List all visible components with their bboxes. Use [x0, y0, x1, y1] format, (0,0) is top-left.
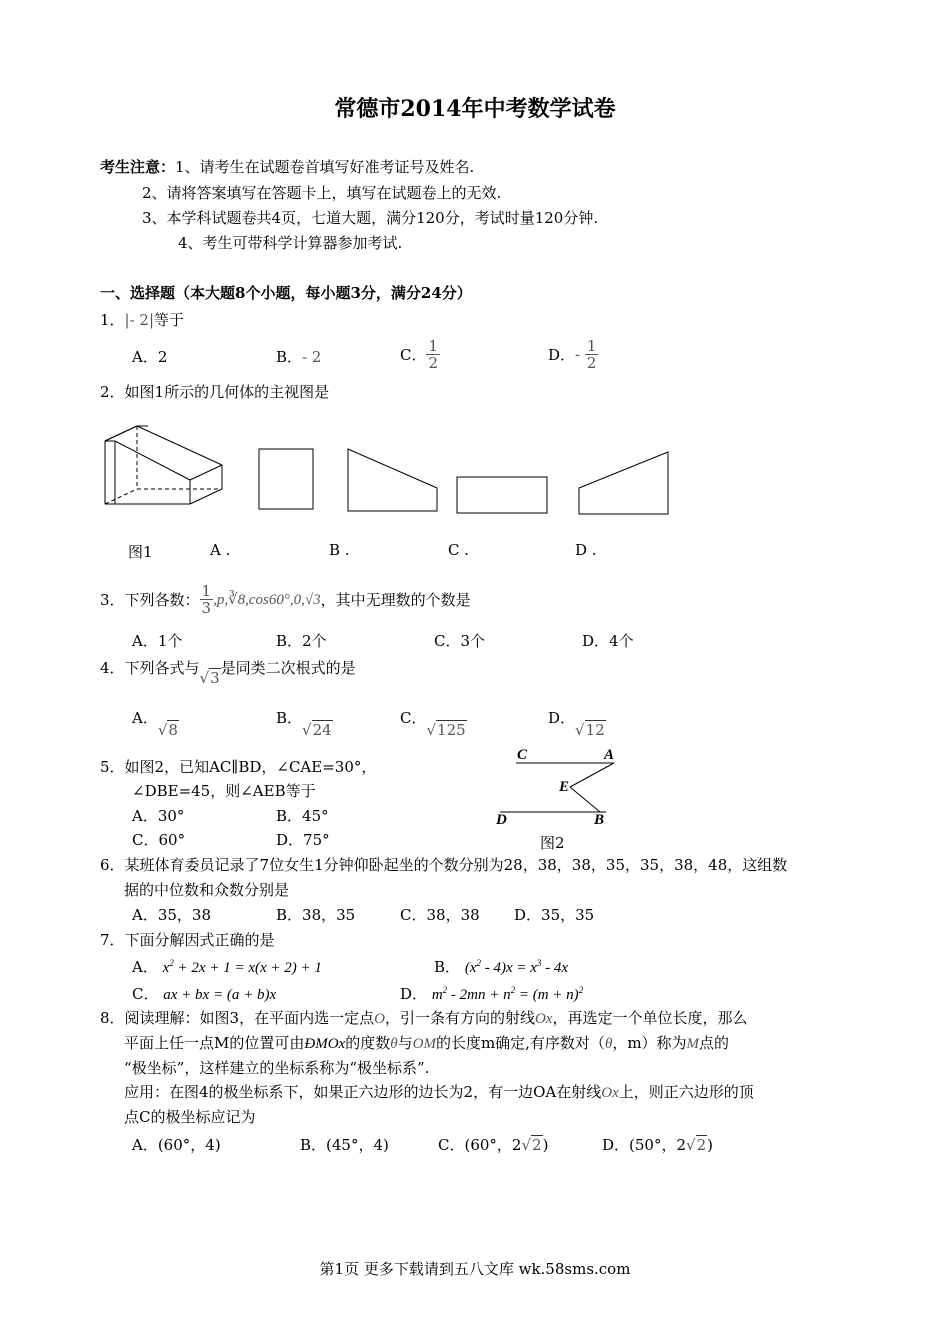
q7-option-a: A． $x^2 + 2x + 1 = x(x + 2) + 1$	[132, 958, 322, 976]
q8-option-d: D．(50°，2√2)	[602, 1136, 713, 1154]
page-title: 常德市2014年中考数学试卷	[334, 96, 616, 122]
fig2-point-b: B	[594, 812, 605, 828]
q3-option-c: C．3个	[434, 632, 486, 650]
q3-option-d: D．4个	[582, 632, 634, 650]
question-6-line-2: 据的中位数和众数分别是	[124, 881, 290, 899]
q1-option-b: B．- 2	[276, 348, 322, 366]
q8-option-a: A．(60°，4)	[132, 1136, 221, 1154]
q2-option-d: D .	[575, 541, 597, 559]
question-2: 2．如图1所示的几何体的主视图是	[100, 383, 330, 401]
question-8-line-5: 点C的极坐标应记为	[124, 1108, 256, 1126]
question-8-line-1: 8．阅读理解：如图3，在平面内选一定点O，引一条有方向的射线Ox，再选定一个单位长度，那么	[100, 1009, 748, 1027]
q8-option-b: B．(45°，4)	[300, 1136, 389, 1154]
q4-option-a: A．√8	[132, 709, 178, 739]
q4-option-c: C．√125	[400, 709, 466, 739]
q7-option-b: B． $(x^2 - 4)x = x^3 - 4x$	[434, 958, 569, 976]
fig2-point-c: C	[517, 747, 528, 763]
q5-option-c: C．60°	[132, 831, 186, 849]
notice-line-3: 3、本学科试题卷共4页，七道大题，满分120分，考试时量120分钟.	[142, 209, 599, 227]
fig2-point-a: A	[604, 747, 615, 763]
question-1: 1．|- 2|等于	[100, 311, 185, 329]
q3-option-b: B．2个	[276, 632, 327, 650]
q2-figures	[100, 420, 680, 520]
q4-option-b: B．√24	[276, 709, 332, 739]
fig2-point-e: E	[559, 779, 570, 795]
q5-option-a: A．30°	[132, 807, 185, 825]
question-8-line-4: 应用：在图4的极坐标系下，如果正六边形的边长为2，有一边OA在射线Ox上，则正六边形的顶	[124, 1083, 754, 1101]
q2-option-a: A .	[210, 541, 231, 559]
page-footer: 第1页 更多下载请到五八文库 wk.58sms.com	[319, 1260, 631, 1278]
q6-option-a: A．35，38	[132, 906, 212, 924]
q2-option-c: C .	[448, 541, 470, 559]
notice-line-2: 2、请将答案填写在答题卡上，填写在试题卷上的无效.	[142, 184, 502, 202]
q5-option-d: D．75°	[276, 831, 330, 849]
question-8-line-2: 平面上任一点M的位置可由ĐMOx的度数θ与OM的长度m确定,有序数对（θ，m）称为M点的	[124, 1034, 730, 1052]
q6-option-b: B．38，35	[276, 906, 356, 924]
question-7: 7．下面分解因式正确的是	[100, 931, 275, 949]
notice-line-4: 4、考生可带科学计算器参加考试.	[178, 234, 403, 252]
q6-option-d: D．35，35	[514, 906, 595, 924]
fig2-point-d: D	[496, 812, 507, 828]
question-8-line-3: “极坐标”，这样建立的坐标系称为“极坐标系”.	[124, 1059, 430, 1077]
fig2-caption: 图2	[540, 834, 565, 852]
q5-option-b: B．45°	[276, 807, 329, 825]
q7-option-c: C． ax + bx = (a + b)x	[132, 985, 277, 1003]
q1-option-a: A．2	[132, 348, 168, 366]
q4-option-d: D．√12	[548, 709, 605, 739]
q1-option-c: C． $\frac{1}{2}$	[400, 337, 439, 372]
notice-label: 考生注意：	[100, 158, 176, 176]
question-5-line-2: ∠DBE=45，则∠AEB等于	[132, 782, 316, 800]
notice-line-1: 考生注意：1、请考生在试题卷首填写好准考证号及姓名.	[100, 158, 475, 176]
question-4: 4．下列各式与√3是同类二次根式的是	[100, 659, 356, 687]
question-6-line-1: 6．某班体育委员记录了7位女生1分钟仰卧起坐的个数分别为28，38，38，35，35，38，48，这组数	[100, 856, 788, 874]
q1-option-d: D．- $\frac{1}{2}$	[548, 337, 597, 372]
section-heading: 一、选择题（本大题8个小题，每小题3分，满分24分）	[100, 284, 472, 302]
q6-option-c: C．38，38	[400, 906, 480, 924]
q7-option-d: D． $m^2 - 2mn + n^2 = (m + n)^2$	[400, 985, 584, 1003]
q8-option-c: C．(60°，2√2)	[438, 1136, 549, 1154]
q2-figure-1-label: 图1	[128, 543, 153, 561]
q3-option-a: A．1个	[132, 632, 183, 650]
question-5-line-1: 5．如图2，已知AC∥BD，∠CAE=30°，	[100, 758, 377, 776]
q2-option-b: B .	[329, 541, 350, 559]
question-3: 3．下列各数： $\frac{1}{3}$ ,p,∛8,cos60°,0,√3，其中无理数的个数是	[100, 582, 471, 617]
